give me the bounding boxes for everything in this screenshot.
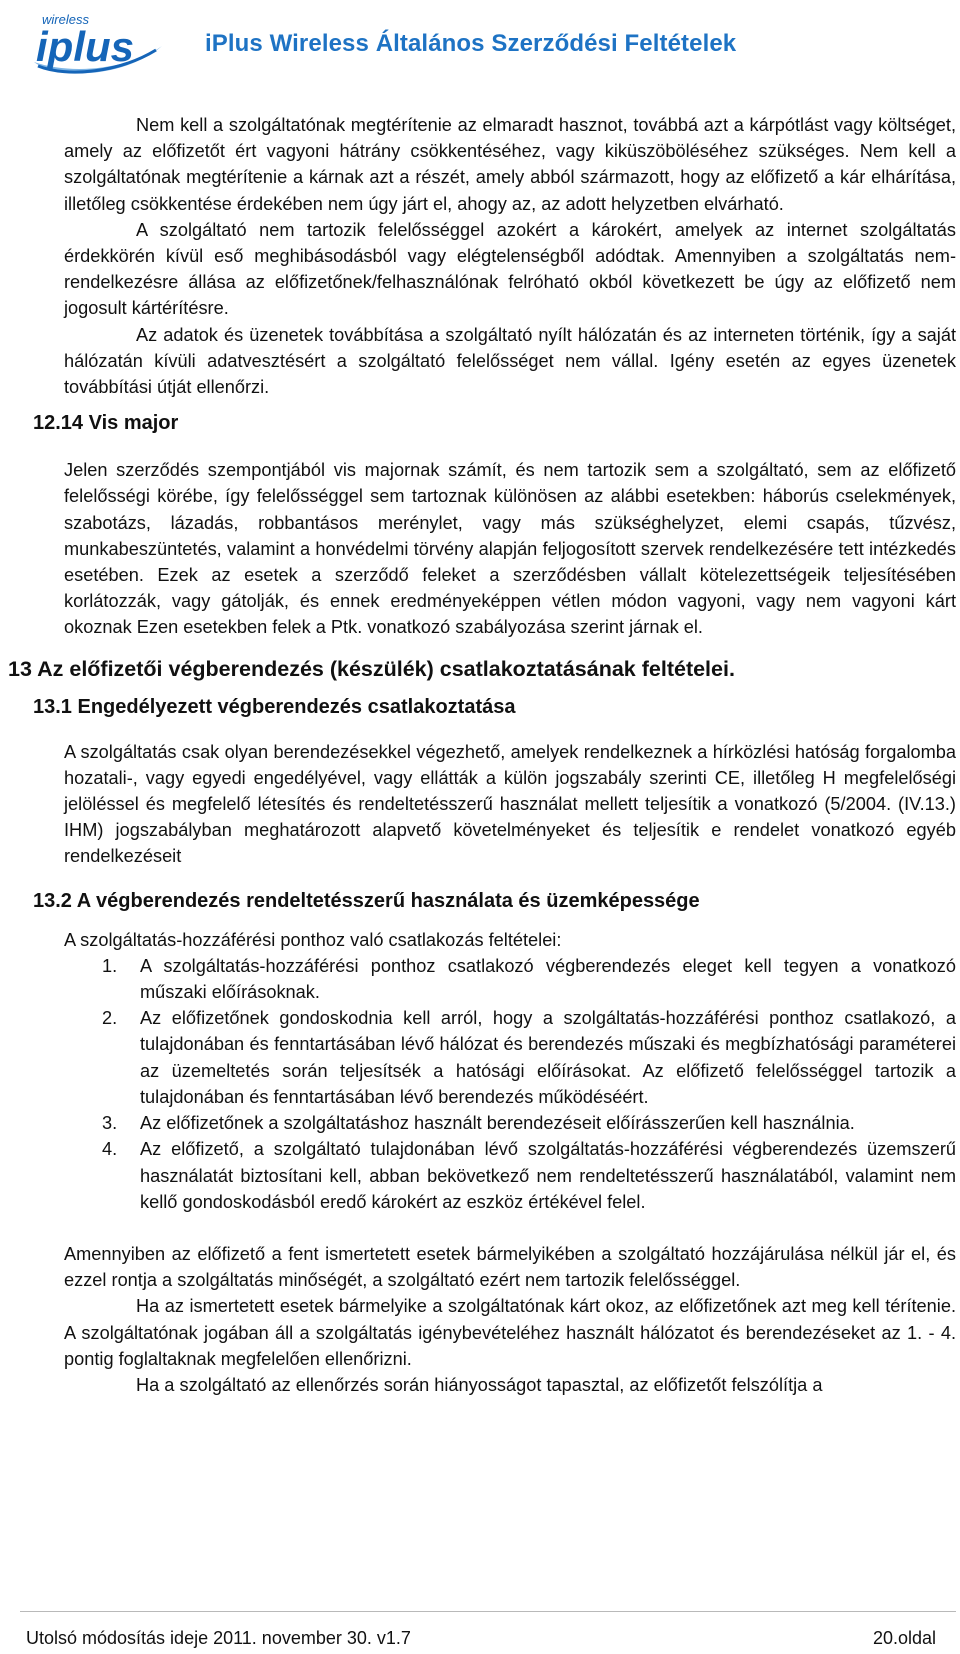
paragraph-damages: Nem kell a szolgáltatónak megtérítenie az elmaradt hasznot, továbbá azt a kárpótlást vagy költséget, amely az előfizetőt ért vagyoni hátrány csökkentéséhez, vagy kiküszöböléséhez szükséges. Nem kell a szolgáltatónak megtérítenie a kárnak azt a részét, amely abból származott, hogy az előfizető a kár elhárítása, illetőleg csökkentése érdekében nem úgy járt el, ahogy az, az adott helyzetben elvárható. — [64, 115, 956, 214]
paragraph-inspection: Ha a szolgáltató az ellenőrzés során hiányosságot tapasztal, az előfizetőt felszólítja a — [136, 1374, 823, 1395]
section-title: Engedélyezett végberendezés csatlakoztatása — [77, 695, 516, 718]
section-number: 13 — [8, 656, 32, 681]
iplus-logo — [28, 6, 168, 80]
section-title: Az előfizetői végberendezés (készülék) csatlakoztatásának feltételei. — [37, 656, 735, 681]
document-body — [0, 112, 960, 1398]
footer-last-modified: Utolsó módosítás ideje 2011. november 30. v1.7 — [26, 1628, 411, 1648]
logo-main-text: iplus — [36, 23, 135, 70]
list-item-number: 1. — [102, 955, 118, 976]
footer-page-number: 20.oldal — [872, 1628, 936, 1648]
list-item — [64, 1110, 956, 1136]
paragraph-compensation: Ha az ismertetett esetek bármelyike a szolgáltatónak kárt okoz, az előfizetőnek azt meg kell térítenie. A szolgáltatónak jogában áll a szolgáltatás igénybevételéhez használt hálózatot és berendezéseket az 1. - 4. pontig foglaltaknak megfelelően ellenőrizni. — [64, 1296, 956, 1369]
paragraph-approved-devices: A szolgáltatás csak olyan berendezésekkel végezhető, amelyek rendelkeznek a hírközlési hatóság forgalomba hozatali-, vagy egyedi engedélyével, vagy ellátták a külön jogszabály szerinti CE, illetőleg H megfelelőségi jelöléssel és megfelelő létesítés és rendeltetésszerű használat mellett teljesítik a vonatkozó (5/2004. (IV.13.) IHM) jogszabályban meghatározott alapvető követelményeket és teljesítik e rendelet vonatkozó egyéb rendelkezéseit — [64, 741, 956, 867]
paragraph-liability: A szolgáltató nem tartozik felelősséggel azokért a károkért, amelyek az internet szolgáltatás érdekkörén kívül eső meghibásodásból vagy elégtelenségből adódtak. Amennyiben a szolgáltatás nem-rendelkezésre állása az előfizetőnek/felhasználónak felróható okból következett be úgy az előfizető nem jogosult kártérítésre. — [64, 219, 956, 319]
section-13-2-heading — [33, 890, 960, 913]
paragraph-without-consent: Amennyiben az előfizető a fent ismertetett esetek bármelyikében a szolgáltató hozzájárulása nélkül jár el, és ezzel rontja a szolgáltatás minőségét, a szolgáltató ezért nem tartozik felelősséggel. — [64, 1243, 956, 1291]
list-item — [64, 1005, 956, 1110]
paragraph-connection-intro: A szolgáltatás-hozzáférési ponthoz való csatlakozás feltételei: — [64, 929, 562, 950]
list-item-text: A szolgáltatás-hozzáférési ponthoz csatlakozó végberendezés eleget kell tegyen a vonatkozó műszaki előírásoknak. — [140, 955, 956, 1003]
list-item-text: Az előfizetőnek gondoskodnia kell arról, hogy a szolgáltatás-hozzáférési ponthoz csatlakozó, a tulajdonában és fenntartásában lévő hálózat és berendezés műszaki és megbízhatósági paraméterei az üzemeltetés során teljesítsék a hatósági előírásokat. Az előfizető felelősséggel tartozik a tulajdonában és fenntartásában lévő berendezés működéséért. — [140, 1008, 956, 1107]
document-title: iPlus Wireless Általános Szerződési Feltételek — [205, 30, 737, 57]
list-item — [64, 1136, 956, 1215]
section-number: 12.14 — [33, 412, 84, 435]
section-13-heading — [8, 657, 960, 682]
list-item — [64, 953, 956, 1005]
section-title: A végberendezés rendeltetésszerű használata és üzemképessége — [76, 889, 700, 912]
section-number: 13.1 — [33, 695, 72, 718]
connection-conditions-list — [0, 953, 956, 1215]
footer-divider — [20, 1611, 956, 1612]
section-12-14-heading — [33, 412, 960, 435]
section-title: Vis major — [88, 412, 179, 435]
list-item-number: 2. — [102, 1008, 118, 1029]
logo-small-text: wireless — [42, 12, 89, 27]
paragraph-data-transfer: Az adatok és üzenetek továbbítása a szolgáltató nyílt hálózatán és az interneten történik, így a saját hálózatán kívüli adatvesztésért a szolgáltató felelősséget nem vállal. Igény esetén az egyes üzenetek továbbítási útját ellenőrzi. — [64, 324, 956, 398]
list-item-text: Az előfizetőnek a szolgáltatáshoz használt berendezéseit előírásszerűen kell használnia. — [140, 1113, 855, 1134]
section-number: 13.2 — [33, 889, 72, 912]
page-header — [0, 0, 960, 90]
paragraph-vis-major: Jelen szerződés szempontjából vis majornak számít, és nem tartozik sem a szolgáltató, sem az előfizető felelősségi körébe, így felelősséggel sem tartoznak különösen az alábbi esetekben: háborús cselekmények, szabotázs, lázadás, robbantásos merénylet, vagy más szükséghelyzet, elemi csapás, tűzvész, munkabeszüntetés, valamint a honvédelmi törvény alapján feljogosított szervek rendelkezésére tett intézkedés esetében. Ezek az esetek a szerződő feleket a szerződésben vállalt kötelezettségeik teljesítésében korlátozzák, vagy gátolják, és ennek eredményeképpen vétlen módon vagyoni, vagy nem vagyoni kárt okoznak Ezen esetekben felek a Ptk. vonatkozó szabályozása szerint járnak el. — [64, 460, 956, 638]
section-13-1-heading — [33, 696, 960, 719]
list-item-number: 4. — [102, 1139, 118, 1160]
list-item-number: 3. — [102, 1113, 118, 1134]
list-item-text: Az előfizető, a szolgáltató tulajdonában lévő szolgáltatás-hozzáférési végberendezés üzemszerű használatát biztosítani kell, abban bekövetkező nem rendeltetésszerű használatából, valamint nem kellő gondoskodásból eredő károkért az eszköz értékével felel. — [140, 1139, 956, 1212]
